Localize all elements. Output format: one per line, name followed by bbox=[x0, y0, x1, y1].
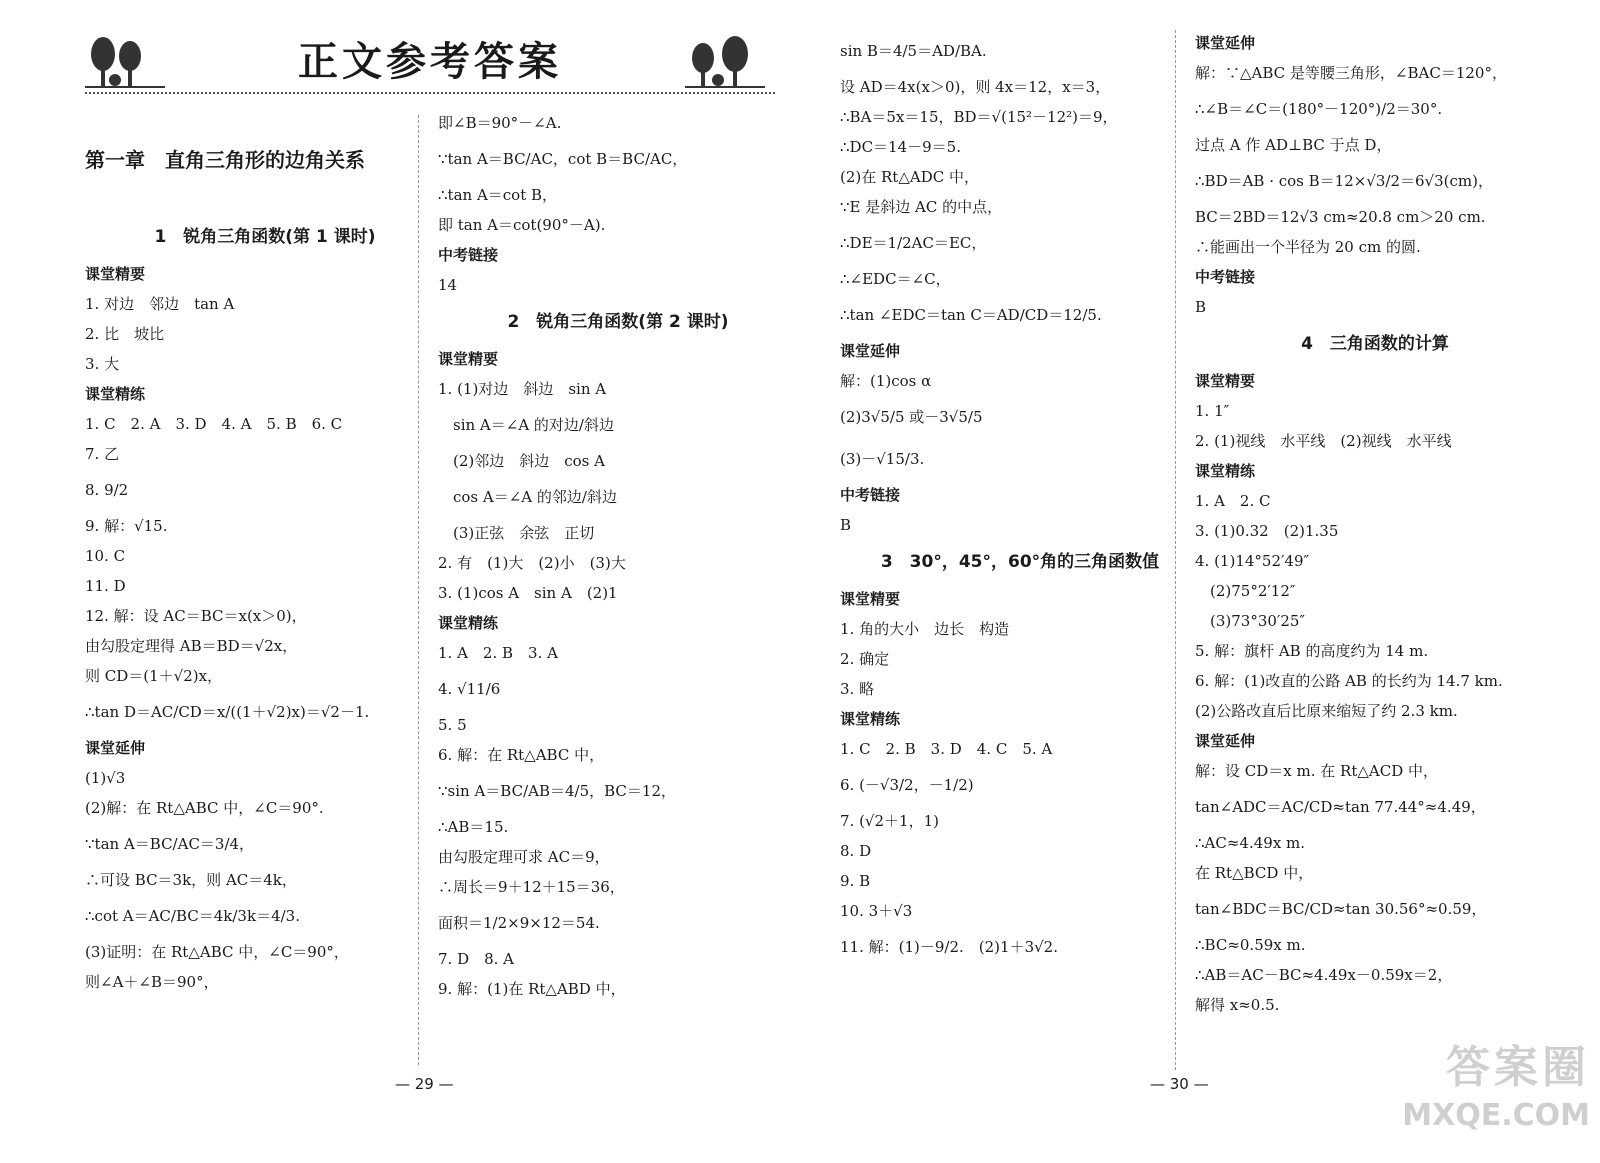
answer-line: ∵tan A＝BC/AC＝3/4， bbox=[85, 835, 255, 853]
answer-line: (3)73°30′25″ bbox=[1195, 612, 1306, 630]
answer-line: 2. 比 坡比 bbox=[85, 325, 165, 343]
answer-line: ∴可设 BC＝3k，则 AC＝4k， bbox=[85, 871, 297, 889]
answer-line: 即∠B＝90°－∠A. bbox=[438, 114, 562, 132]
answer-line: ∴tan D＝AC/CD＝x/((1＋√2)x)＝√2－1. bbox=[85, 703, 370, 721]
answer-line: ∵tan A＝BC/AC，cot B＝BC/AC， bbox=[438, 150, 688, 168]
answer-line: 9. 解：(1)在 Rt△ABD 中， bbox=[438, 980, 626, 998]
answer-line: 1. (1)对边 斜边 sin A bbox=[438, 380, 607, 398]
answer-line: sin B＝4/5＝AD/BA. bbox=[840, 42, 987, 60]
answer-line: 7. (√2＋1，1) bbox=[840, 812, 939, 830]
answer-line bbox=[85, 185, 445, 215]
answer-line: 由勾股定理可求 AC＝9， bbox=[438, 848, 610, 866]
answer-line: 12. 解：设 AC＝BC＝x(x＞0)， bbox=[85, 607, 307, 625]
answer-line: 7. 乙 bbox=[85, 445, 120, 463]
answer-line: (3)证明：在 Rt△ABC 中，∠C＝90°， bbox=[85, 943, 349, 961]
answer-column-4 bbox=[1195, 28, 1555, 1020]
section-heading: 课堂延伸 bbox=[1195, 732, 1256, 750]
answer-line: 1. C 2. B 3. D 4. C 5. A bbox=[840, 740, 1053, 758]
section-heading: 课堂延伸 bbox=[1195, 34, 1256, 52]
answer-line: 9. B bbox=[840, 872, 871, 890]
answer-line: ∴BD＝AB · cos B＝12×√3/2＝6√3(cm)， bbox=[1195, 172, 1494, 190]
answer-line: (2)邻边 斜边 cos A bbox=[438, 452, 605, 470]
answer-line: 4. √11/6 bbox=[438, 680, 501, 698]
answer-line: (2)公路改直后比原来缩短了约 2.3 km. bbox=[1195, 702, 1458, 720]
answer-line: tan∠BDC＝BC/CD≈tan 30.56°≈0.59， bbox=[1195, 900, 1487, 918]
answer-line: (2)3√5/5 或－3√5/5 bbox=[840, 408, 983, 426]
answer-column-1 bbox=[85, 135, 445, 997]
answer-line: (2)75°2′12″ bbox=[1195, 582, 1296, 600]
answer-line: 4. (1)14°52′49″ bbox=[1195, 552, 1310, 570]
answer-line: ∴AB＝AC－BC≈4.49x－0.59x＝2， bbox=[1195, 966, 1453, 984]
answer-line: 3. (1)cos A sin A (2)1 bbox=[438, 584, 618, 602]
answer-line: ∴DC＝14－9＝5. bbox=[840, 138, 961, 156]
answer-line: ∴∠B＝∠C＝(180°－120°)/2＝30°. bbox=[1195, 100, 1443, 118]
answer-line: 在 Rt△BCD 中， bbox=[1195, 864, 1314, 882]
answer-line: ∴周长＝9＋12＋15＝36， bbox=[438, 878, 625, 896]
answer-line: B bbox=[1195, 298, 1207, 316]
answer-line: (2)解：在 Rt△ABC 中，∠C＝90°. bbox=[85, 799, 324, 817]
lesson-title: 2 锐角三角函数(第 2 课时) bbox=[507, 312, 729, 332]
answer-line: (3)－√15/3. bbox=[840, 450, 925, 468]
section-heading: 课堂精要 bbox=[85, 265, 146, 283]
answer-line: 5. 5 bbox=[438, 716, 467, 734]
answer-line: 1. 对边 邻边 tan A bbox=[85, 295, 235, 313]
answer-line: 解：设 CD＝x m. 在 Rt△ACD 中， bbox=[1195, 762, 1438, 780]
answer-line: 10. 3＋√3 bbox=[840, 902, 913, 920]
column-divider-right bbox=[1175, 30, 1176, 1070]
answer-line: 解：(1)cos α bbox=[840, 372, 932, 390]
answer-line: 即 tan A＝cot(90°－A). bbox=[438, 216, 606, 234]
column-divider-left bbox=[418, 115, 419, 1065]
tree-decoration-right bbox=[685, 32, 765, 92]
answer-line: 3. 大 bbox=[85, 355, 120, 373]
answer-line: 2. (1)视线 水平线 (2)视线 水平线 bbox=[1195, 432, 1452, 450]
section-heading: 课堂精练 bbox=[438, 614, 499, 632]
answer-line: tan∠ADC＝AC/CD≈tan 77.44°≈4.49， bbox=[1195, 798, 1486, 816]
lesson-title: 4 三角函数的计算 bbox=[1301, 334, 1449, 354]
watermark-logo-text: 答案圈 bbox=[1446, 1042, 1590, 1093]
answer-line: ∴DE＝1/2AC＝EC， bbox=[840, 234, 987, 252]
section-heading: 课堂精要 bbox=[840, 590, 901, 608]
page-number-left: — 29 — bbox=[395, 1075, 454, 1093]
section-heading: 中考链接 bbox=[438, 246, 499, 264]
answer-line: 10. C bbox=[85, 547, 126, 565]
answer-line: ∴AC≈4.49x m. bbox=[1195, 834, 1306, 852]
answer-line: 解得 x≈0.5. bbox=[1195, 996, 1280, 1014]
answer-line: cos A＝∠A 的邻边/斜边 bbox=[438, 488, 617, 506]
answer-line: 3. (1)0.32 (2)1.35 bbox=[1195, 522, 1339, 540]
answer-line: 8. 9/2 bbox=[85, 481, 129, 499]
answer-line: 由勾股定理得 AB＝BD＝√2x， bbox=[85, 637, 298, 655]
answer-line: 1. A 2. B 3. A bbox=[438, 644, 558, 662]
answer-line: ∴能画出一个半径为 20 cm 的圆. bbox=[1195, 238, 1421, 256]
answer-line: 面积＝1/2×9×12＝54. bbox=[438, 914, 600, 932]
page-header bbox=[85, 22, 775, 92]
answer-line: 14 bbox=[438, 276, 458, 294]
answer-line: 则 CD＝(1＋√2)x， bbox=[85, 667, 223, 685]
section-heading: 课堂延伸 bbox=[85, 739, 146, 757]
answer-line: 11. D bbox=[85, 577, 126, 595]
answer-line: 2. 确定 bbox=[840, 650, 890, 668]
answer-line: sin A＝∠A 的对边/斜边 bbox=[438, 416, 614, 434]
answer-line: 5. 解：旗杆 AB 的高度约为 14 m. bbox=[1195, 642, 1429, 660]
answer-column-2 bbox=[438, 108, 798, 1004]
section-heading: 中考链接 bbox=[840, 486, 901, 504]
section-heading: 课堂精练 bbox=[85, 385, 146, 403]
section-heading: 课堂精要 bbox=[1195, 372, 1256, 390]
answer-line: BC＝2BD＝12√3 cm≈20.8 cm＞20 cm. bbox=[1195, 208, 1486, 226]
answer-line: 9. 解：√15. bbox=[85, 517, 168, 535]
answer-line: 1. 角的大小 边长 构造 bbox=[840, 620, 1010, 638]
answer-line: 8. D bbox=[840, 842, 872, 860]
answer-line: 1. C 2. A 3. D 4. A 5. B 6. C bbox=[85, 415, 343, 433]
answer-line: 1. A 2. C bbox=[1195, 492, 1271, 510]
answer-line: 7. D 8. A bbox=[438, 950, 515, 968]
answer-line: 6. (－√3/2，－1/2) bbox=[840, 776, 974, 794]
answer-line: 则∠A＋∠B＝90°， bbox=[85, 973, 219, 991]
answer-line: 6. 解：在 Rt△ABC 中， bbox=[438, 746, 605, 764]
answer-line: ∴BC≈0.59x m. bbox=[1195, 936, 1306, 954]
lesson-title: 1 锐角三角函数(第 1 课时) bbox=[154, 227, 376, 247]
watermark-url: MXQE.COM bbox=[1402, 1098, 1590, 1133]
answer-line: (3)正弦 余弦 正切 bbox=[438, 524, 595, 542]
answer-line: ∴BA＝5x＝15，BD＝√(15²－12²)＝9， bbox=[840, 108, 1118, 126]
answer-line: 1. 1″ bbox=[1195, 402, 1230, 420]
answer-line: ∵E 是斜边 AC 的中点， bbox=[840, 198, 1003, 216]
answer-line: B bbox=[840, 516, 852, 534]
section-heading: 课堂精要 bbox=[438, 350, 499, 368]
answer-line: 解：∵△ABC 是等腰三角形，∠BAC＝120°， bbox=[1195, 64, 1507, 82]
answer-line: 设 AD＝4x(x＞0)，则 4x＝12，x＝3， bbox=[840, 78, 1111, 96]
section-heading: 课堂精练 bbox=[1195, 462, 1256, 480]
answer-line: 11. 解：(1)－9/2. (2)1＋3√2. bbox=[840, 938, 1058, 956]
chapter-title: 第一章 直角三角形的边角关系 bbox=[85, 148, 365, 172]
section-heading: 课堂延伸 bbox=[840, 342, 901, 360]
lesson-title: 3 30°，45°，60°角的三角函数值 bbox=[880, 552, 1160, 572]
answer-line: ∴cot A＝AC/BC＝4k/3k＝4/3. bbox=[85, 907, 300, 925]
answer-line: ∴tan ∠EDC＝tan C＝AD/CD＝12/5. bbox=[840, 306, 1102, 324]
answer-line: 6. 解：(1)改直的公路 AB 的长约为 14.7 km. bbox=[1195, 672, 1503, 690]
page-title: 正文参考答案 bbox=[298, 38, 562, 85]
answer-line: 过点 A 作 AD⊥BC 于点 D， bbox=[1195, 136, 1392, 154]
header-rule bbox=[85, 92, 775, 94]
page-number-right: — 30 — bbox=[1150, 1075, 1209, 1093]
answer-line: 2. 有 (1)大 (2)小 (3)大 bbox=[438, 554, 626, 572]
answer-line: ∵sin A＝BC/AB＝4/5，BC＝12， bbox=[438, 782, 676, 800]
answer-column-3 bbox=[840, 30, 1200, 968]
answer-line: (2)在 Rt△ADC 中， bbox=[840, 168, 979, 186]
watermark bbox=[1390, 1040, 1590, 1155]
answer-line: ∴tan A＝cot B， bbox=[438, 186, 558, 204]
answer-line: 3. 略 bbox=[840, 680, 875, 698]
answer-line: (1)√3 bbox=[85, 769, 126, 787]
answer-line: ∴AB＝15. bbox=[438, 818, 509, 836]
section-heading: 课堂精练 bbox=[840, 710, 901, 728]
section-heading: 中考链接 bbox=[1195, 268, 1256, 286]
answer-line: ∴∠EDC＝∠C， bbox=[840, 270, 951, 288]
